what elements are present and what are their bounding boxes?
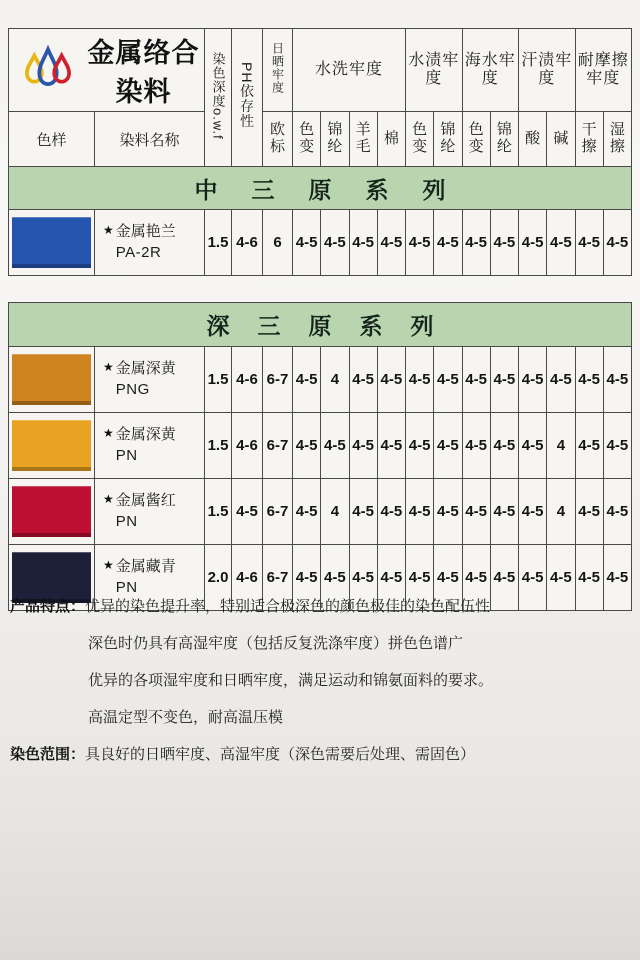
dye-code: PA-2R <box>115 243 162 261</box>
fastness-value: 4-5 <box>377 479 405 545</box>
fastness-value: 6-7 <box>263 545 293 611</box>
fastness-value: 4-5 <box>349 347 377 413</box>
subcol-waterstain-colorchange: 色变 <box>406 112 434 167</box>
color-swatch <box>12 486 91 537</box>
feature-line: 优异的染色提升率，特别适合极深色的颜色极佳的染色配伍性 <box>85 598 491 615</box>
fastness-value: 4-5 <box>349 413 377 479</box>
fastness-value: 4-5 <box>603 347 631 413</box>
fastness-value: 4-5 <box>293 479 321 545</box>
color-swatch-cell <box>9 210 95 276</box>
fastness-value: 4-5 <box>434 413 462 479</box>
star-icon: ★ <box>103 360 114 375</box>
star-icon: ★ <box>103 492 114 507</box>
fastness-value: 4-5 <box>349 210 377 276</box>
fastness-value: 4-5 <box>603 413 631 479</box>
fastness-value: 4-5 <box>293 545 321 611</box>
col-header-sample: 色样 <box>9 112 95 167</box>
dye-code: PN <box>115 446 138 464</box>
subcol-waterstain-nylon: 锦纶 <box>434 112 462 167</box>
dye-name: 金属艳兰 <box>115 223 176 241</box>
fastness-value: 6-7 <box>263 413 293 479</box>
subcol-eu-standard: 欧标 <box>263 112 293 167</box>
brand-title: 金属络合染料 <box>87 38 200 107</box>
fastness-value: 4-5 <box>434 347 462 413</box>
section-title-medium-trichromatic: 中三原系列 <box>9 167 632 210</box>
col-header-ph: PH依存性 <box>232 29 263 167</box>
fastness-value: 6 <box>263 210 293 276</box>
dye-name-cell <box>95 479 205 545</box>
dye-code: PNG <box>115 380 150 398</box>
fastness-value: 6-7 <box>263 479 293 545</box>
fastness-value: 4-5 <box>575 479 603 545</box>
fastness-table-deep <box>8 302 632 611</box>
fastness-value: 4-5 <box>575 413 603 479</box>
group-header-rubbing: 耐摩擦牢度 <box>575 29 632 112</box>
fastness-value: 4-5 <box>547 210 575 276</box>
fastness-value: 4-6 <box>232 347 263 413</box>
fastness-value: 4-5 <box>406 545 434 611</box>
fastness-value: 4-5 <box>377 210 405 276</box>
dye-name: 金属深黄 <box>115 360 176 378</box>
feature-line: 优异的各项湿牢度和日晒牢度，满足运动和锦氨面料的要求。 <box>88 672 494 689</box>
fastness-value: 4-5 <box>434 479 462 545</box>
fastness-value: 4-5 <box>349 479 377 545</box>
fastness-table-main <box>8 28 632 276</box>
fastness-value: 4 <box>321 479 349 545</box>
fastness-value: 4-5 <box>519 347 547 413</box>
group-header-seawater: 海水牢度 <box>462 29 519 112</box>
fastness-value: 4 <box>321 347 349 413</box>
fastness-value: 4-5 <box>462 545 490 611</box>
fastness-value: 4-5 <box>293 210 321 276</box>
col-header-depth: 染色深度o.w.f <box>205 29 232 167</box>
fastness-value: 4-5 <box>575 347 603 413</box>
fastness-value: 4-5 <box>490 479 518 545</box>
dye-name-cell <box>95 347 205 413</box>
dye-name: 金属酱红 <box>115 492 176 510</box>
fastness-value: 4-5 <box>462 347 490 413</box>
fastness-value: 4-5 <box>232 479 263 545</box>
fastness-value: 4-5 <box>377 413 405 479</box>
fastness-value: 6-7 <box>263 347 293 413</box>
table-row <box>9 210 632 276</box>
table-row <box>9 413 632 479</box>
col-header-name: 染料名称 <box>95 112 205 167</box>
fastness-value: 4-5 <box>293 347 321 413</box>
fastness-value: 4-5 <box>603 545 631 611</box>
color-swatch-cell <box>9 347 95 413</box>
fastness-value: 4-5 <box>377 545 405 611</box>
color-swatch-cell <box>9 479 95 545</box>
fastness-value: 4-5 <box>406 210 434 276</box>
fastness-value: 4-5 <box>377 347 405 413</box>
dye-name-cell <box>95 413 205 479</box>
dye-name-cell <box>95 210 205 276</box>
color-swatch <box>12 420 91 471</box>
range-text: 具良好的日晒牢度、高湿牢度（深色需要后处理、需固色） <box>85 746 476 763</box>
fastness-value: 4-5 <box>575 210 603 276</box>
feature-line: 深色时仍具有高湿牢度（包括反复洗涤牢度）拼色色谱广 <box>88 635 464 652</box>
range-label: 染色范围： <box>10 746 86 763</box>
dye-name: 金属藏青 <box>115 558 176 576</box>
subcol-seawater-colorchange: 色变 <box>462 112 490 167</box>
fastness-value: 4-5 <box>547 545 575 611</box>
fastness-value: 4-5 <box>406 479 434 545</box>
brand-header-cell <box>9 29 205 112</box>
fastness-value: 4-5 <box>575 545 603 611</box>
color-swatch <box>12 217 91 268</box>
group-header-wash: 水洗牢度 <box>293 29 406 112</box>
subcol-acid: 酸 <box>519 112 547 167</box>
fastness-value: 4-6 <box>232 413 263 479</box>
fastness-value: 4-6 <box>232 210 263 276</box>
fastness-value: 1.5 <box>205 210 232 276</box>
group-header-perspiration: 汗渍牢度 <box>519 29 576 112</box>
fastness-value: 4-5 <box>462 479 490 545</box>
dye-name: 金属深黄 <box>115 426 176 444</box>
dye-table <box>8 28 632 276</box>
fastness-value: 4-5 <box>406 413 434 479</box>
section-title-deep-trichromatic: 深三原系列 <box>9 303 632 347</box>
feature-line: 高温定型不变色，耐高温压模 <box>88 709 284 726</box>
subcol-wash-colorchange: 色变 <box>293 112 321 167</box>
group-header-waterstain: 水渍牢度 <box>406 29 463 112</box>
fastness-value: 4-5 <box>462 210 490 276</box>
subcol-wash-nylon: 锦纶 <box>321 112 349 167</box>
fastness-value: 1.5 <box>205 479 232 545</box>
subcol-wash-cotton: 棉 <box>377 112 405 167</box>
fastness-value: 4-5 <box>434 210 462 276</box>
dye-code: PN <box>115 578 138 596</box>
feature-label: 产品特点： <box>10 598 86 615</box>
fastness-value: 4-5 <box>603 479 631 545</box>
fastness-value: 4 <box>547 479 575 545</box>
fastness-value: 4 <box>547 413 575 479</box>
fastness-value: 4-5 <box>519 545 547 611</box>
subcol-dry-rub: 干擦 <box>575 112 603 167</box>
table-row <box>9 479 632 545</box>
fastness-value: 4-6 <box>232 545 263 611</box>
dye-table-deep <box>8 302 632 611</box>
table-row <box>9 347 632 413</box>
fastness-value: 2.0 <box>205 545 232 611</box>
notes-section <box>10 588 630 773</box>
star-icon: ★ <box>103 558 114 573</box>
dye-code: PN <box>115 512 138 530</box>
fastness-value: 4-5 <box>462 413 490 479</box>
fastness-value: 4-5 <box>519 210 547 276</box>
fastness-value: 4-5 <box>321 413 349 479</box>
fastness-value: 4-5 <box>490 210 518 276</box>
fastness-value: 4-5 <box>321 545 349 611</box>
fastness-value: 4-5 <box>406 347 434 413</box>
subcol-wash-wool: 羊毛 <box>349 112 377 167</box>
fastness-value: 4-5 <box>349 545 377 611</box>
col-header-lightfastness: 日晒牢度 <box>263 29 293 112</box>
fastness-value: 4-5 <box>603 210 631 276</box>
subcol-wet-rub: 湿擦 <box>603 112 631 167</box>
fastness-value: 4-5 <box>293 413 321 479</box>
color-swatch-cell <box>9 413 95 479</box>
subcol-alkali: 碱 <box>547 112 575 167</box>
fastness-value: 4-5 <box>321 210 349 276</box>
star-icon: ★ <box>103 223 114 238</box>
fastness-value: 4-5 <box>547 347 575 413</box>
fastness-value: 4-5 <box>490 413 518 479</box>
star-icon: ★ <box>103 426 114 441</box>
fastness-value: 4-5 <box>490 347 518 413</box>
color-swatch <box>12 354 91 405</box>
fastness-value: 4-5 <box>519 413 547 479</box>
fastness-value: 1.5 <box>205 413 232 479</box>
fastness-value: 4-5 <box>519 479 547 545</box>
fastness-value: 4-5 <box>434 545 462 611</box>
subcol-seawater-nylon: 锦纶 <box>490 112 518 167</box>
fastness-value: 1.5 <box>205 347 232 413</box>
fastness-value: 4-5 <box>490 545 518 611</box>
brand-logo-drops-icon <box>17 42 79 98</box>
